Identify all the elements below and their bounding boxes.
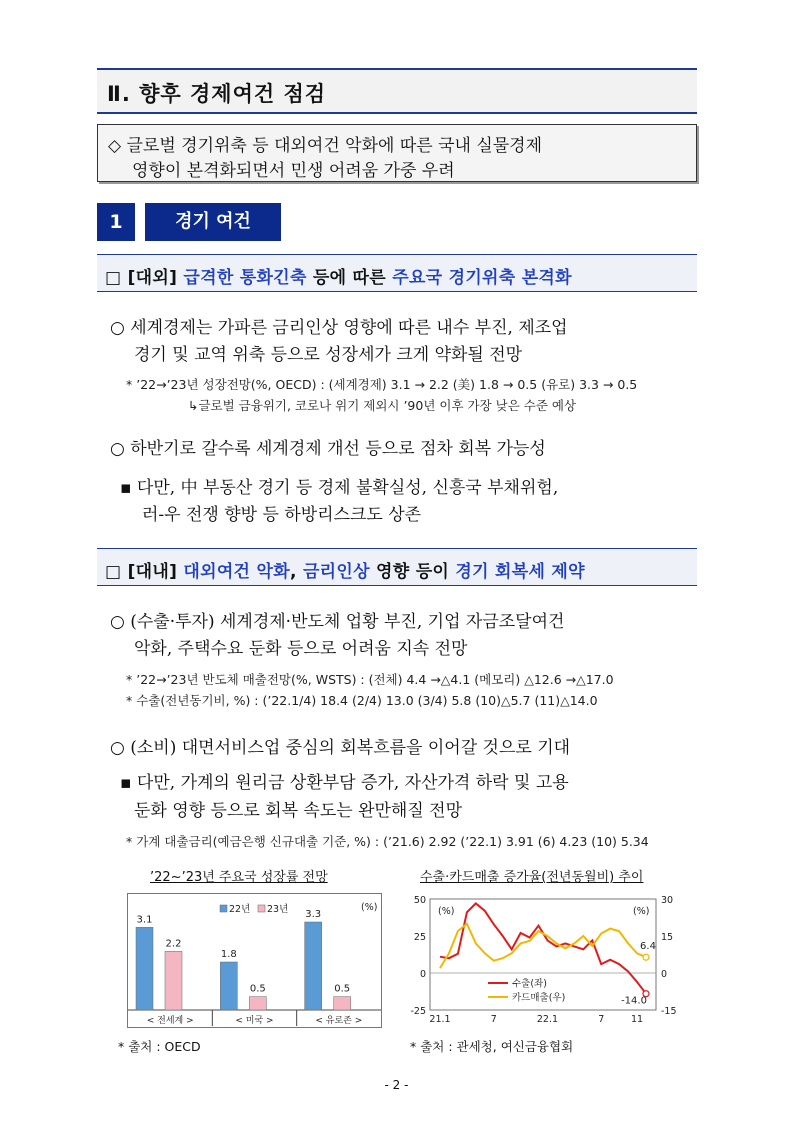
bar-unit: (%) [361,902,378,913]
bar-chart-box [127,893,382,1028]
domestic-note-3: * 가계 대출금리(예금은행 신규대출 기준, %) : (’21.6) 2.92 (’22.1) 3.91 (6) 4.23 (10) 5.34 [126,834,649,849]
domestic-bullet-3-line-1: ▪ 다만, 가계의 원리금 상환부담 증가, 자산가격 하락 및 고용 [120,773,569,793]
domestic-bullet-1-line-2: 악화, 주택수요 둔화 등으로 어려움 지속 전망 [134,639,468,659]
line-label-card: 6.4 [640,941,656,953]
section-title: Ⅱ. 향후 경제여건 점검 [107,82,327,106]
bar-legend-label-1: 23년 [267,904,289,915]
line-left-tick-2: 0 [419,969,426,980]
external-bullet-1-line-2: 경기 및 교역 위축 등으로 성장세가 크게 약화될 전망 [134,345,523,365]
domestic-head-blue-3: 경기 회복세 제약 [455,562,585,582]
line-chart-source: * 출처 : 관세청, 여신금융협회 [410,1039,574,1054]
bar-0-0 [136,927,153,1010]
bar-2-1 [334,997,351,1010]
bar-1-1 [249,997,266,1010]
bar-label-2-0: 3.3 [305,909,322,920]
line-series-end-1 [643,954,649,960]
domestic-bullet-2: ○ (소비) 대면서비스업 중심의 회복흐름을 이어갈 것으로 기대 [110,738,571,758]
external-bullet-3-line-2: 러-우 전쟁 향방 등 하방리스크도 상존 [142,505,422,525]
bar-category-0: < 전세계 > [146,1016,194,1026]
bar-0-1 [165,951,182,1010]
external-heading [97,254,697,292]
bar-legend-label-0: 22년 [229,904,251,915]
page-number: - 2 - [384,1078,409,1092]
line-right-unit: (%) [633,906,650,917]
line-x-tick-4: 11 [630,1014,644,1025]
external-note-1: * ’22→’23년 성장전망(%, OECD) : (세계경제) 3.1 → 2.2 (美) 1.8 → 0.5 (유로) 3.3 → 0.5 [126,377,638,392]
line-x-tick-0: 21.1 [429,1014,451,1025]
external-bullet-3-line-1: ▪ 다만, 中 부동산 경기 등 경제 불확실성, 신흥국 부채위험, [120,478,559,498]
bar-label-1-1: 0.5 [249,983,266,995]
bar-category-1: < 미국 > [235,1016,274,1026]
summary-box [97,124,697,182]
external-head-mid: 등에 따른 [306,268,393,288]
external-note-2: ↳글로벌 금융위기, 코로나 위기 제외시 ’90년 이후 가장 낮은 수준 예상 [188,398,577,413]
bar-legend-swatch-1 [258,905,265,912]
line-right-tick-1: 15 [661,932,674,943]
external-bullet-1-line-1: ○ 세계경제는 가파른 금리인상 영향에 따른 내수 부진, 제조업 [110,318,568,338]
bar-chart-title: ’22~’23년 주요국 성장률 전망 [150,870,328,885]
sub-number-badge: 1 [97,203,135,241]
bar-label-0-1: 2.2 [165,938,182,950]
line-legend-label-1: 카드매출(우) [512,992,566,1004]
line-x-tick-1: 7 [490,1014,497,1025]
line-left-tick-0: 50 [413,895,426,906]
bar-category-2: < 유로존 > [315,1016,363,1026]
line-label-export: -14.0 [621,995,647,1007]
line-legend-label-0: 수출(좌) [512,978,547,990]
bar-legend-swatch-0 [220,905,227,912]
line-x-tick-2: 22.1 [536,1014,559,1025]
sub-title: 경기 여건 [145,203,281,241]
section-title-bar [97,68,697,114]
external-head-blue: 급격한 통화긴축 [183,268,307,288]
domestic-head-blue-2: 금리인상 [302,562,370,582]
bar-chart [128,894,381,1027]
domestic-head-prefix: □ [대내] [105,562,184,582]
line-right-tick-3: -15 [661,1006,677,1017]
domestic-bullet-3-line-2: 둔화 영향 등으로 회복 속도는 완만해질 전망 [134,801,463,821]
summary-line-2: 영향이 본격화되면서 민생 어려움 가중 우려 [132,161,455,181]
domestic-head-comma: , [289,562,303,582]
line-right-tick-0: 30 [661,895,674,906]
bar-2-0 [305,922,322,1010]
summary-line-1: ◇ 글로벌 경기위축 등 대외여건 악화에 따른 국내 실물경제 [108,136,543,156]
bar-label-0-0: 3.1 [136,914,153,926]
external-head-blue-2: 주요국 경기위축 본격화 [392,268,572,288]
domestic-head-mid: 영향 등이 [369,562,456,582]
bar-label-1-0: 1.8 [220,949,237,960]
domestic-note-2: * 수출(전년동기비, %) : (’22.1/4) 18.4 (2/4) 13.0 (3/4) 5.8 (10)△5.7 (11)△14.0 [126,693,598,708]
domestic-bullet-1-line-1: ○ (수출·투자) 세계경제·반도체 업황 부진, 기업 자금조달여건 [110,612,565,632]
line-left-tick-3: -25 [410,1006,426,1017]
line-left-unit: (%) [438,906,455,917]
line-chart-area [406,891,696,1031]
line-right-tick-2: 0 [661,969,668,980]
bar-label-2-1: 0.5 [334,983,351,995]
bar-1-0 [220,962,237,1010]
line-chart-title: 수출·카드매출 증가율(전년동월비) 추이 [420,870,644,885]
domestic-head-blue: 대외여건 악화 [183,562,290,582]
external-bullet-2: ○ 하반기로 갈수록 세계경제 개선 등으로 점차 회복 가능성 [110,439,546,459]
domestic-note-1: * ’22→’23년 반도체 매출전망(%, WSTS) : (전체) 4.4 →△4.1 (메모리) △12.6 →△17.0 [126,672,614,687]
bar-chart-source: * 출처 : OECD [118,1039,201,1054]
domestic-heading [97,548,697,586]
line-x-tick-3: 7 [598,1014,605,1025]
line-left-tick-1: 25 [413,932,426,943]
line-chart [406,891,696,1031]
external-head-prefix: □ [대외] [105,268,184,288]
